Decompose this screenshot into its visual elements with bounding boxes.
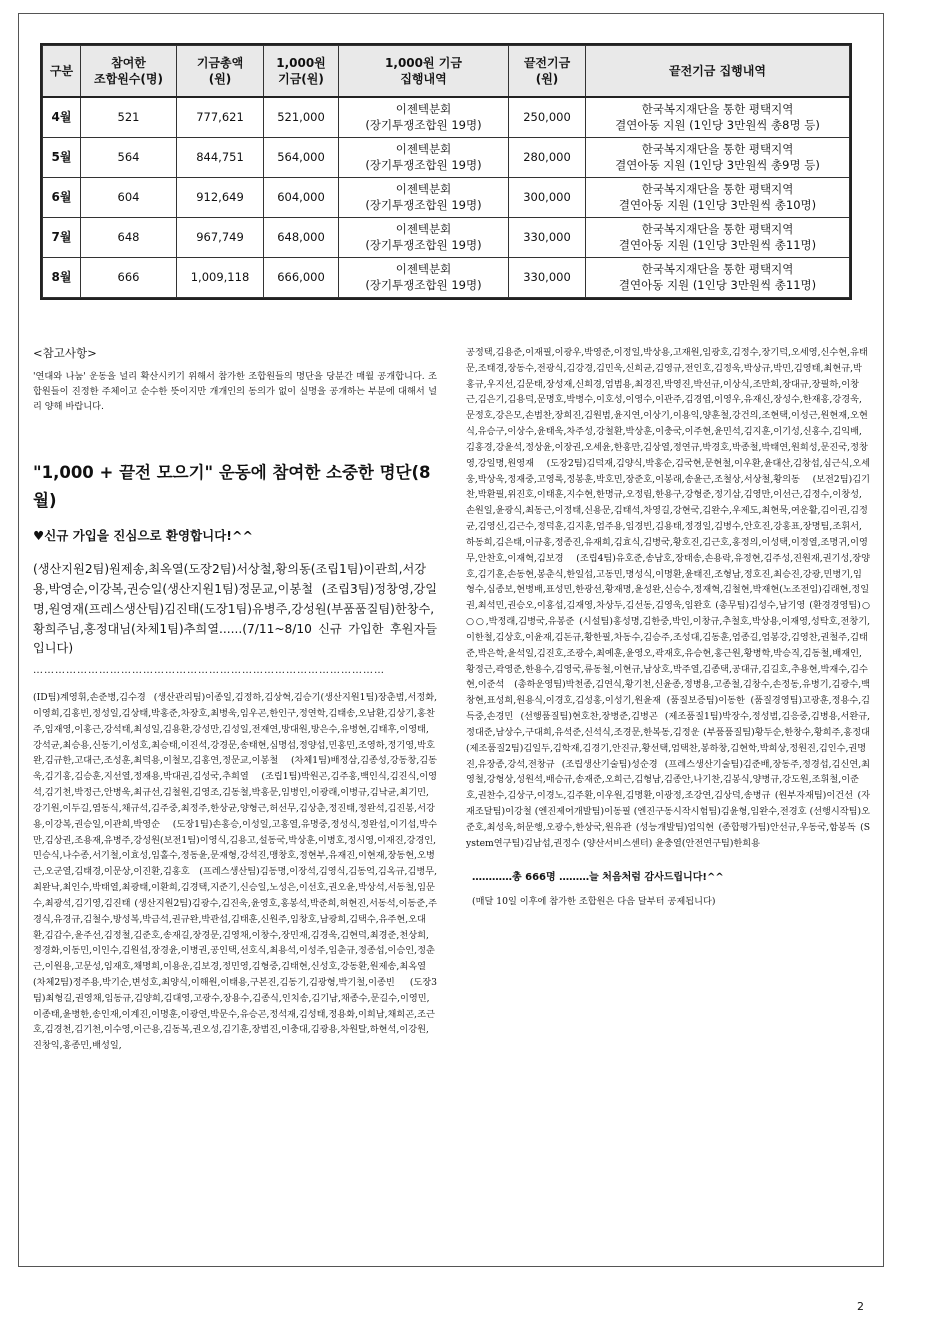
headline: "1,000 + 끝전 모으기" 운동에 참여한 소중한 명단(8월) [33,462,431,511]
right-column [466,345,870,907]
remainder-cell: 330,000 [509,218,586,258]
month-cell: 5월 [43,138,81,178]
header-total: 기금총액 (원) [177,46,264,98]
total-cell: 912,649 [177,178,264,218]
page-number: 2 [857,1300,864,1313]
fund-table-wrapper [40,43,852,300]
remainder-usage-cell: 한국복지재단을 통한 평택지역 결연아동 지원 (1인당 3만원씩 총11명) [586,258,850,298]
usage-cell: 이젠텍분회 (장기투쟁조합원 19명) [339,258,509,298]
participant-names-left: (ID팀)계영휘,손준병,김수경 (생산관리팀)이종일,김정하,김상혁,김승기(생산지원1팀)장춘범,서정화,이영희,김홍빈,정성일,김상태,박홍준,차장호,최병욱,임우곤,한인구,정연학,김태송,오남환,김상기,홍찬주,임재영,이홍근,강석태,최성일,김용환,강성만,김성일,전재연,방대원,방은수,유병현,김태후,이영태,강석균,최승용,신동기,이성호,최승태,이진석,강경문,송태현,심명섭,정양섭,민홍민,조영하,정기영,박호완,김규한,고대근,조성훈,최덕용,이철모,김홍연,정문교,이봉철 (차체1팀)배정삼,김종성,강동창,김동욱,김기홍,김승훈,지선열,정재용,박대권,김성국,추희열 (조립1팀)박원곤,김주홍,백인식,김진식,이영석,김기천,박정근,안병욱,최규선,김철원,김영조,김동철,박홍문,임병인,이광래,이병규,김낙균,최기민,강기원,이두길,염동식,채규석,김주중,최정주,한상균,양형근,허선무,김상춘,정진태,정완석,김진봉,서강용,이강복,권승일,이관희,박영순 (도장1팀)손홍승,이성일,고홍열,유명중,정성식,정완섭,이기섭,박수만,김상권,조용재,유병주,강성원(보전1팀)이영식,김용고,설동국,박상훈,이병호,정시영,이재진,강경인,민승식,나수종,서기철,이효성,임홀수,정동윤,문재형,강석진,맹창호,정현부,유재진,이현재,장동현,오병근,오군열,김태경,이문상,이진환,김홍호 (프레스생산팀)김동명,이장석,김영식,김동억,김옥규,김병무,최완낙,최인수,박태열,최광태,이환희,김경택,지준기,신승일,노성은,이선호,권오윤,박상석,서동철,임문수,최광석,김기영,김진태 (생산지원2팀)김광수,김진욱,윤영호,홍봉석,박준희,허현진,서동석,이동준,주경식,유경규,김철수,방성복,박금석,권규완,박관섭,김태훈,신원주,임창호,남광희,김택수,유주현,오대환,김갑수,윤주선,김정철,김준호,송재길,장경문,김영채,이창수,장민재,김경욱,김현덕,최경준,천상희,정경화,이동민,이인수,김원섭,장경윤,이병권,공인택,선호식,최용석,이성주,임춘규,정종섭,이승인,정춘근,이원용,고문성,임재호,채명희,이용운,김보경,정민영,김형중,김태현,신성호,강동환,원제송,최옥열 (차체2팀)정주용,박기순,변성호,최양식,이해원,이태용,구본진,김동기,김광형,박기철,이종빈 (도장3팀)최형길,권영채,임동규,김양희,김대영,고광수,장용수,김종식,인치송,김기남,채종수,문길수,이영민,이종태,윤병한,송인재,이계진,이명훈,이광연,박문수,유승곤,정석재,김성태,정용화,이희남,채희곤,조근호,김경천,김기천,이수영,이근용,김동복,권오성,김기훈,장범진,이충대,김광용,차원탈,하현석,이강원,진창익,홍종민,배성일, [33,692,437,1052]
header-1000-usage: 1,000원 기금 집행내역 [339,46,509,98]
fund-table [42,45,850,298]
left-column [33,345,437,1054]
header-members: 참여한 조합원수(명) [81,46,177,98]
month-cell: 8월 [43,258,81,298]
k1000-cell: 648,000 [264,218,339,258]
remainder-usage-cell: 한국복지재단을 통한 평택지역 결연아동 지원 (1인당 3만원씩 총8명 등) [586,97,850,138]
total-cell: 844,751 [177,138,264,178]
deduction-note: (매달 10일 이후에 참가한 조합원은 다음 달부터 공제됩니다) [472,895,716,907]
usage-cell: 이젠텍분회 (장기투쟁조합원 19명) [339,97,509,138]
header-category: 구분 [43,46,81,98]
remainder-cell: 280,000 [509,138,586,178]
welcome-message: ♥신규 가입을 진심으로 환영합니다!^^ [33,528,253,544]
month-cell: 6월 [43,178,81,218]
table-row [43,178,850,218]
total-cell: 967,749 [177,218,264,258]
members-cell: 648 [81,218,177,258]
k1000-cell: 666,000 [264,258,339,298]
month-cell: 7월 [43,218,81,258]
dotted-divider: …………………………………………………………………………………… [33,665,385,677]
k1000-cell: 564,000 [264,138,339,178]
remainder-cell: 250,000 [509,97,586,138]
members-cell: 666 [81,258,177,298]
total-cell: 777,621 [177,97,264,138]
usage-cell: 이젠텍분회 (장기투쟁조합원 19명) [339,218,509,258]
reference-body: '연대와 나눔' 운동을 널리 확산시키기 위해서 참가한 조합원들의 명단을 당분간 매월 공개합니다. 조합원들이 진정한 주체이고 순수한 뜻이지만 개개인의 동의가 없이 실명을 공개하는 부분에 대해서 널리 양해 바랍니다. [33,371,437,413]
month-cell: 4월 [43,97,81,138]
usage-cell: 이젠텍분회 (장기투쟁조합원 19명) [339,178,509,218]
reference-title: <참고사항> [33,346,97,360]
table-row [43,97,850,138]
participant-names-right: 공정택,김용준,이재필,이광우,박영준,이정일,박상용,고재원,임광호,김정수,장기덕,오세영,신수현,유태문,조태경,장동수,전광식,김강경,김민욱,신희균,김영규,전인호,김정욱,박상규,박민,김영태,최현규,박홍규,우지선,김문태,장성재,신희경,엄범용,최경진,박영진,박선규,이상식,조만희,장대규,장필하,이창근,김은기,김용덕,문명호,박병수,이호성,이영수,이관주,김경엽,이영우,유재신,장성수,한재홍,강경욱,문정호,강은모,손범찬,장희진,김원범,윤지연,이상기,이용익,양훈철,강건의,조현택,이성근,원현재,오현식,유승구,이상수,윤태욱,차주성,강철환,박상훈,이충국,이주현,윤민석,김지훈,이기성,신홍수,김익배,김홍경,강윤석,정상윤,이장권,오세윤,한홍만,김상열,정연규,박경호,박종철,박태연,원희성,문진국,정창영,강일명,원영재 (도장2팀)김덕재,김양식,박홍순,김국현,문현철,이우환,윤대산,김창섭,심근식,오세웅,박상욱,정재중,고영록,정봉훈,박호민,장준호,이봉래,송윤근,조철상,서상철,황의동 (보전2팀)김기찬,박환필,위진호,이태훈,지수현,한명규,오정림,한용구,강형준,정기삼,김영만,이선근,김정수,이창성,손원일,윤광식,최동근,이정태,신용문,김태석,차영길,강현국,김완수,우제도,최현묵,여운활,김이권,김정균,김영신,김근수,정덕훈,김지훈,엄주용,임경빈,김용태,정경일,김병수,안호진,강홍표,장명팀,조휘서,하동희,김은태,이규홍,정종진,유재희,김효식,김병국,황호진,김근호,홍정의,이성택,이정열,조명귀,이영무,안찬호,이재혁,김보경 (조립4팀)유호준,송남호,장태송,손용락,유정현,김주성,진원재,권기성,장양호,김기훈,손동현,봉춘식,한일섭,고동민,명성식,이명환,윤태진,조형남,정호진,최승진,강광,민병기,임형수,심종보,현병배,표성민,한광선,황재명,윤성완,신승수,정재혁,김철현,박재현(노조전임)김래현,정일권,최석민,권승오,이홍섭,김재영,차상두,김선동,김영욱,임완호 (총무팀)김성수,남기영 (환경경영팀)○○○,박정래,김병국,유봉준 (시설팀)홍성명,김한중,박인,이창규,추철호,박상용,이재영,성탁호,전창기,이한철,김상호,이윤재,김돈규,황한필,차동수,김승주,조성대,김동훈,엄종길,엄봉강,김영찬,권철주,김태준,박은학,윤석일,김진호,조광수,최예훈,윤영오,곽재호,유승현,홍근원,황병학,박승직,김동철,배재인,황정근,곽영준,한용수,김영국,류동철,이현규,남상호,박주열,김종택,공대규,김길호,추용현,박재수,김수현,이준석 (총하운영팀)박천종,김연식,황기천,신윤종,정병용,고종철,김창수,손정동,유병기,김광수,백창현,표성희,원용식,이경호,김성홍,이성기,원윤재 (품질보증팀)이동한 (품질경영팀)고광훈,정용수,김득중,손경민 (선행품질팀)현호찬,장병준,김병곤 (제조품질1팀)박장수,정성범,김응중,김병용,서완규,정대준,남상수,구대희,유석준,신석식,조경문,한복동,김정운 (부품품질팀)황두순,한창수,황희주,홍정대 (제조품질2팀)김일두,김학재,김경기,안진규,황선택,엄택찬,봉하창,김현학,박희상,정원진,김인수,권명진,유장종,강석,전창규 (조립생산기술팀)성순경 (프레스생산기술팀)김준배,장동주,정경섭,김신연,최영철,강형상,성원석,배승규,송재준,오희근,김형남,김종안,나기찬,김봉식,양병규,강도원,조휘철,이준호,권찬수,김상구,이경노,김주환,이우원,김명환,이광정,조강연,김상덕,송병규 (원부자재팀)이건선 (자재조달팀)이강철 (엔진제어개발팀)이동필 (엔진구동시작시험팀)김윤형,임완수,전경호 (선행시작팀)오준호,최성욱,허문행,오광수,한상국,원유관 (성능개발팀)엄익현 (종합평가팀)안선규,우동국,함봉독 (System연구팀)김남섭,권정수 (양산서비스센터) 윤충열(안전연구팀)한희용 [466,347,870,849]
remainder-usage-cell: 한국복지재단을 통한 평택지역 결연아동 지원 (1인당 3만원씩 총11명) [586,218,850,258]
members-cell: 564 [81,138,177,178]
k1000-cell: 521,000 [264,97,339,138]
table-row [43,218,850,258]
new-members-list: (생산지원2팀)원제송,최옥열(도장2팀)서상철,황의동(조립1팀)이관희,서강용,박영순,이강복,권승일(생산지원1팀)정문교,이봉철 (조립3팀)정창영,강일명,원영재(프레스생산팀)김진태(도장1팀)유병주,강성원(부품품질팀)한창수,황희주님,홍정대님(차체1팀)추희열......(7/11~8/10 신규 가입한 후원자들입니다) [33,562,437,656]
remainder-cell: 300,000 [509,178,586,218]
remainder-usage-cell: 한국복지재단을 통한 평택지역 결연아동 지원 (1인당 3만원씩 총10명) [586,178,850,218]
header-remainder: 끝전기금 (원) [509,46,586,98]
total-cell: 1,009,118 [177,258,264,298]
remainder-usage-cell: 한국복지재단을 통한 평택지역 결연아동 지원 (1인당 3만원씩 총9명 등) [586,138,850,178]
remainder-cell: 330,000 [509,258,586,298]
table-row [43,258,850,298]
table-row [43,138,850,178]
table-header-row [43,46,850,98]
members-cell: 604 [81,178,177,218]
total-thanks: …………총 666명 ………늘 처음처럼 감사드립니다!^^ [472,871,724,883]
header-remainder-usage: 끝전기금 집행내역 [586,46,850,98]
k1000-cell: 604,000 [264,178,339,218]
usage-cell: 이젠텍분회 (장기투쟁조합원 19명) [339,138,509,178]
header-1000-fund: 1,000원 기금(원) [264,46,339,98]
members-cell: 521 [81,97,177,138]
